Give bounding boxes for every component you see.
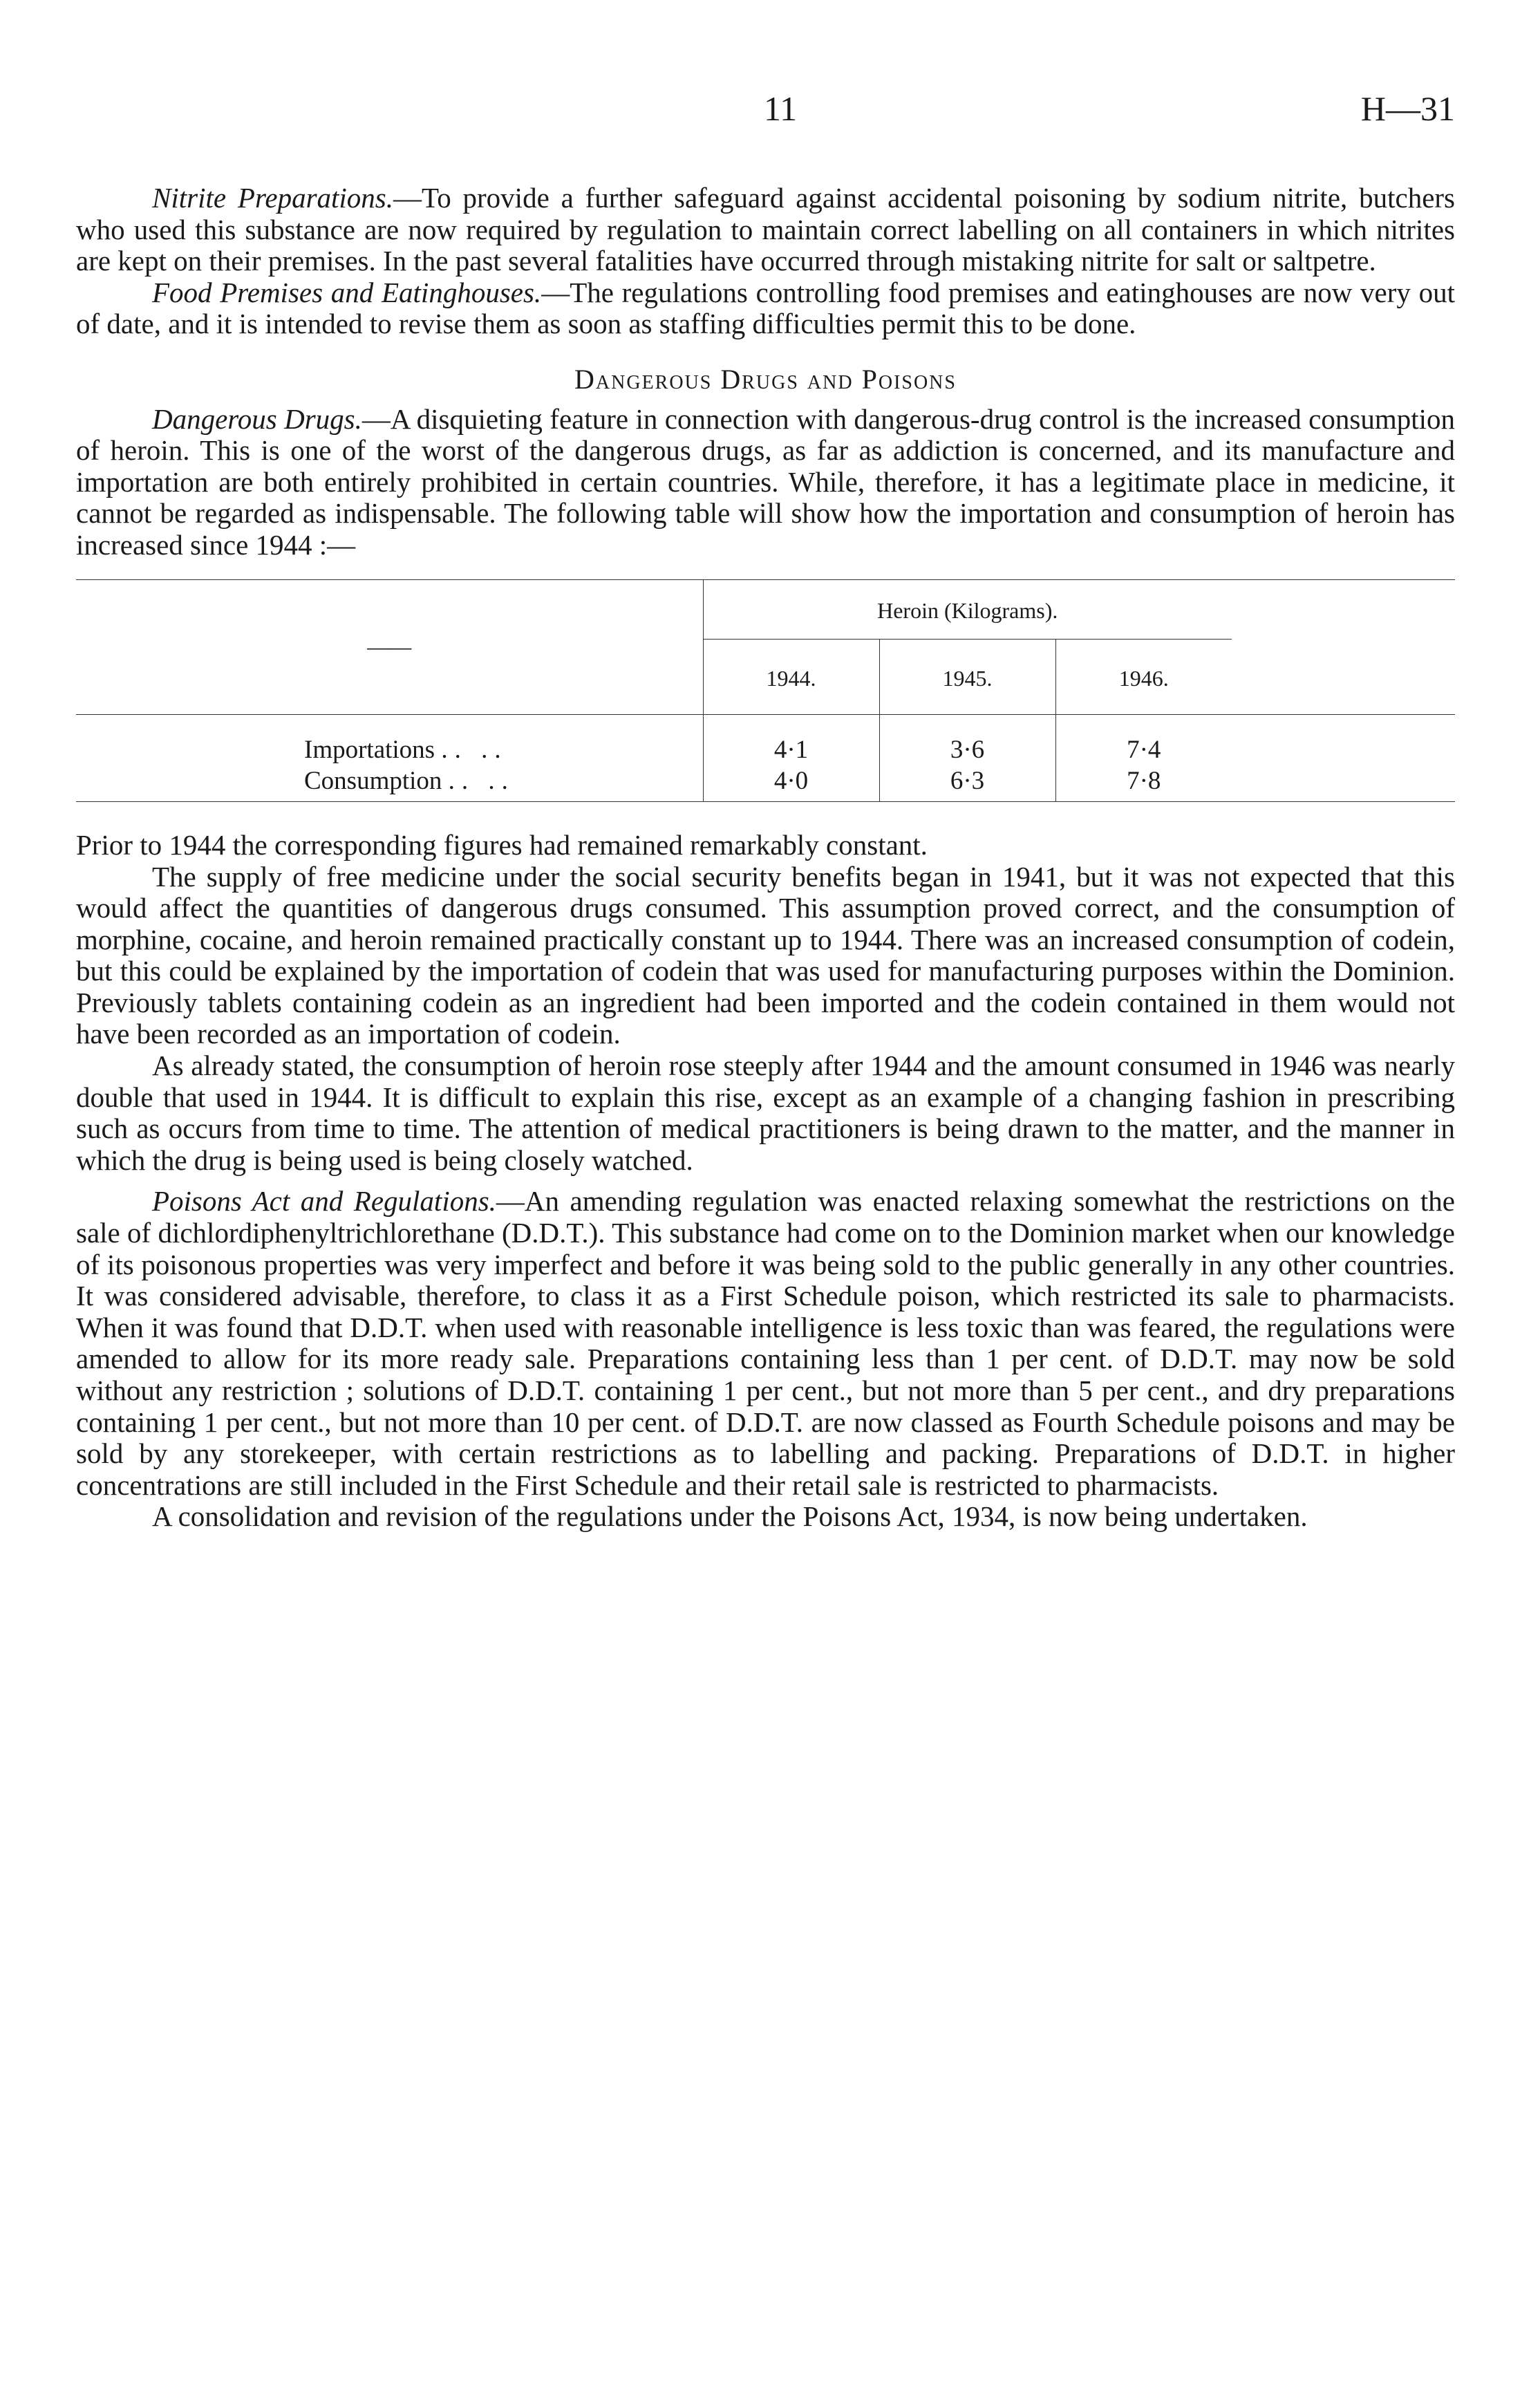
paragraph-social-security: The supply of free medicine under the social security benefits began in 1941, but it was not expected that this would affect the quantities of dangerous drugs consumed. This assumption proved correct, and the consumption of morphine, cocaine, and heroin remained practically constant up to 1944. There was an increased consumption of codein, but this could be explained by the importation of codein that was used for manufacturing purposes within the Dominion. Previously tablets containing codein as an ingredient had been imported and the codein contained in them would not have been recorded as an importation of codein. — [76, 860, 1455, 1050]
document-body — [76, 183, 1455, 1533]
document-reference: H—31 — [1360, 89, 1455, 128]
year-header: 1946. — [1055, 640, 1232, 715]
page-header — [76, 88, 1455, 144]
text-nitrite: —To provide a further safeguard against accidental poisoning by sodium nitrite, butchers who used this substance are now required by regulation to maintain correct labelling on all containers in which nitrites are kept on their premises. In the past several fatalities have occurred through mistaking nitrite for salt or saltpetre. — [76, 182, 1455, 277]
text-food-premises: —The regulations controlling food premises and eatinghouses are now very out of date, and it is intended to revise them as soon as staffing difficulties permit this to be done. — [76, 276, 1456, 340]
section-heading: Dangerous Drugs and Poisons — [574, 363, 957, 395]
table-cell: 7·8 — [1055, 765, 1232, 801]
table-cell: 4·1 — [703, 714, 879, 765]
table-row — [76, 714, 1455, 765]
table-cell: 7·4 — [1055, 714, 1232, 765]
table-group-header: Heroin (Kilograms). — [703, 579, 1232, 640]
heroin-table-wrapper — [76, 579, 1455, 802]
lead-nitrite: Nitrite Preparations. — [152, 182, 394, 214]
row-label: Importations — [304, 735, 435, 764]
row-label: Consumption — [304, 767, 442, 796]
table-cell: 4·0 — [703, 765, 879, 801]
lead-food-premises: Food Premises and Eatinghouses. — [152, 276, 542, 308]
table-row — [76, 765, 1455, 801]
paragraph-dangerous-drugs — [76, 404, 1455, 561]
table-cell: 6·3 — [879, 765, 1055, 801]
year-header: 1944. — [703, 640, 879, 715]
paragraph-consolidation: A consolidation and revision of the regulations under the Poisons Act, 1934, is now being undertaken. — [152, 1500, 1308, 1533]
lead-poisons-act: Poisons Act and Regulations. — [152, 1185, 496, 1218]
paragraph-food-premises — [76, 277, 1455, 340]
paragraph-nitrite — [76, 183, 1455, 277]
heroin-table — [76, 579, 1455, 802]
row-leaders: .. .. — [441, 735, 508, 764]
paragraph-poisons-act — [76, 1186, 1455, 1501]
text-poisons-act: —An amending regulation was enacted relaxing somewhat the restrictions on the sale of dichlordiphenyltrichlorethane (D.D.T.). This substance had come on to the Dominion market when our knowledge of its poisonous properties was very imperfect and before it was being sold to the public generally in any other countries. It was considered advisable, therefore, to class it as a First Schedule poison, which restricted its sale to pharmacists. When it was found that D.D.T. when used with reasonable intelligence is less toxic than was feared, the regulations were amended to allow for its more ready sale. Preparations containing less than 1 per cent. of D.D.T. may now be sold without any restriction ; solutions of D.D.T. containing 1 per cent., but not more than 5 per cent., and dry preparations containing 1 per cent., but not more than 10 per cent. of D.D.T. are now classed as Fourth Schedule poisons and may be sold by any storekeeper, with certain restrictions as to labelling and packing. Preparations of D.D.T. in higher concentrations are still included in the First Schedule and their retail sale is restricted to pharmacists. — [76, 1185, 1455, 1501]
text-dangerous-drugs: —A disquieting feature in connection with dangerous-drug control is the increased consumption of heroin. This is one of the worst of the dangerous drugs, as far as addiction is concerned, and its manufacture and importation are both entirely prohibited in certain countries. While, therefore, it has a legitimate place in medicine, it cannot be regarded as indispensable. The following table will show how the importation and consumption of heroin has increased since 1944 :— — [76, 402, 1455, 561]
paragraph-heroin-rise: As already stated, the consumption of heroin rose steeply after 1944 and the amount consumed in 1946 was nearly double that used in 1944. It is difficult to explain this rise, except as an example of a changing fashion in prescribing such as occurs from time to time. The attention of medical practitioners is being drawn to the matter, and the manner in which the drug is being used is being closely watched. — [76, 1050, 1455, 1176]
table-corner: —— — [367, 633, 412, 659]
page-number: 11 — [764, 89, 798, 128]
table-cell: 3·6 — [879, 714, 1055, 765]
lead-dangerous-drugs: Dangerous Drugs. — [152, 402, 362, 435]
row-leaders: .. .. — [448, 767, 515, 796]
year-header: 1945. — [879, 640, 1055, 715]
paragraph-prior-1944: Prior to 1944 the corresponding figures had remained remarkably constant. — [76, 828, 928, 861]
